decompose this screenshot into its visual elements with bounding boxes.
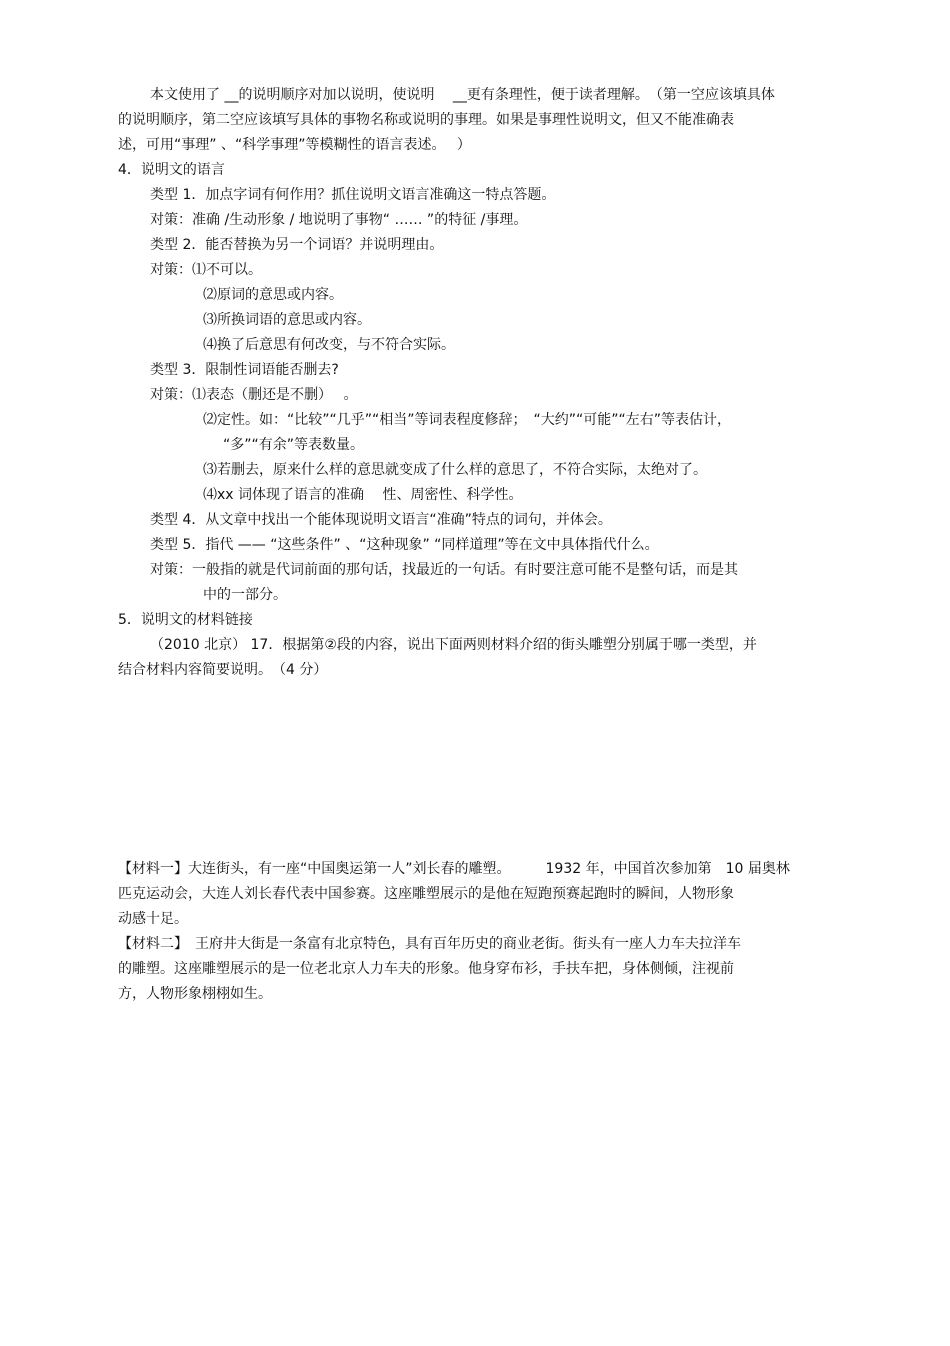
strategy5-line2: 中的一部分。 <box>203 587 287 603</box>
type5-text: 类型 5．指代 —— “这些条件” 、“这种现象” “同样道理”等在文中具体指代什么。 <box>150 537 659 553</box>
material2-line1: 【材料二】 王府井大街是一条富有北京特色，具有百年历史的商业老街。街头有一座人力车夫拉洋车 <box>118 936 741 952</box>
type2-text: 类型 2．能否替换为另一个词语？并说明理由。 <box>150 237 444 253</box>
type1-text: 类型 1．加点字词有何作用？抓住说明文语言准确这一特点答题。 <box>150 187 556 203</box>
material1-line1: 【材料一】大连街头，有一座“中国奥运第一人”刘长春的雕塑。 1932 年，中国首次参加第 10 届奥林 <box>118 861 790 877</box>
type3-text: 类型 3．限制性词语能否删去? <box>150 362 339 378</box>
strategy3-line1: 对策：⑴表态（删还是不删） 。 <box>150 387 358 403</box>
strategy2-line4: ⑷换了后意思有何改变，与不符合实际。 <box>203 337 455 353</box>
strategy3-line3: “多”“有余”等表数量。 <box>223 437 365 453</box>
section5-heading: 5．说明文的材料链接 <box>118 612 253 628</box>
strategy2-line3: ⑶所换词语的意思或内容。 <box>203 312 371 328</box>
strategy3-line4: ⑶若删去，原来什么样的意思就变成了什么样的意思了，不符合实际，太绝对了。 <box>203 462 707 478</box>
material1-line3: 动感十足。 <box>118 911 188 927</box>
strategy3-line5: ⑷xx 词体现了语言的准确 性、周密性、科学性。 <box>203 487 523 503</box>
section3-line3: 述，可用“事理” 、“科学事理”等模糊性的语言表述。 ） <box>118 137 471 153</box>
section3-line1: 本文使用了 __的说明顺序对加以说明，使说明 __更有条理性，便于读者理解。 （第一空应该填具体 <box>150 87 775 103</box>
material2-line3: 方，人物形象栩栩如生。 <box>118 986 272 1002</box>
question-line2: 结合材料内容简要说明。 （4 分） <box>118 662 328 678</box>
strategy2-line1: 对策：⑴不可以。 <box>150 262 262 278</box>
strategy1-text: 对策：准确 /生动形象 / 地说明了事物“ …… ”的特征 /事理。 <box>150 212 528 228</box>
material1-line2: 匹克运动会，大连人刘长春代表中国参赛。这座雕塑展示的是他在短跑预赛起跑时的瞬间，人物形象 <box>118 886 734 902</box>
strategy3-line2: ⑵定性。如：“比较”“几乎”“相当”等词表程度修辞； “大约”“可能”“左右”等表估计， <box>203 412 732 428</box>
type4-text: 类型 4．从文章中找出一个能体现说明文语言“准确”特点的词句，并体会。 <box>150 512 612 528</box>
strategy5-line1: 对策：一般指的就是代词前面的那句话，找最近的一句话。有时要注意可能不是整句话，而是其 <box>150 562 738 578</box>
section4-heading: 4．说明文的语言 <box>118 162 225 178</box>
section3-line2: 的说明顺序，第二空应该填写具体的事物名称或说明的事理。如果是事理性说明文，但又不能准确表 <box>118 112 734 128</box>
material2-line2: 的雕塑。这座雕塑展示的是一位老北京人力车夫的形象。他身穿布衫，手扶车把，身体侧倾，注视前 <box>118 961 734 977</box>
strategy2-line2: ⑵原词的意思或内容。 <box>203 287 343 303</box>
question-line1: （2010 北京） 17．根据第②段的内容，说出下面两则材料介绍的街头雕塑分别属于哪一类型，并 <box>150 637 757 653</box>
